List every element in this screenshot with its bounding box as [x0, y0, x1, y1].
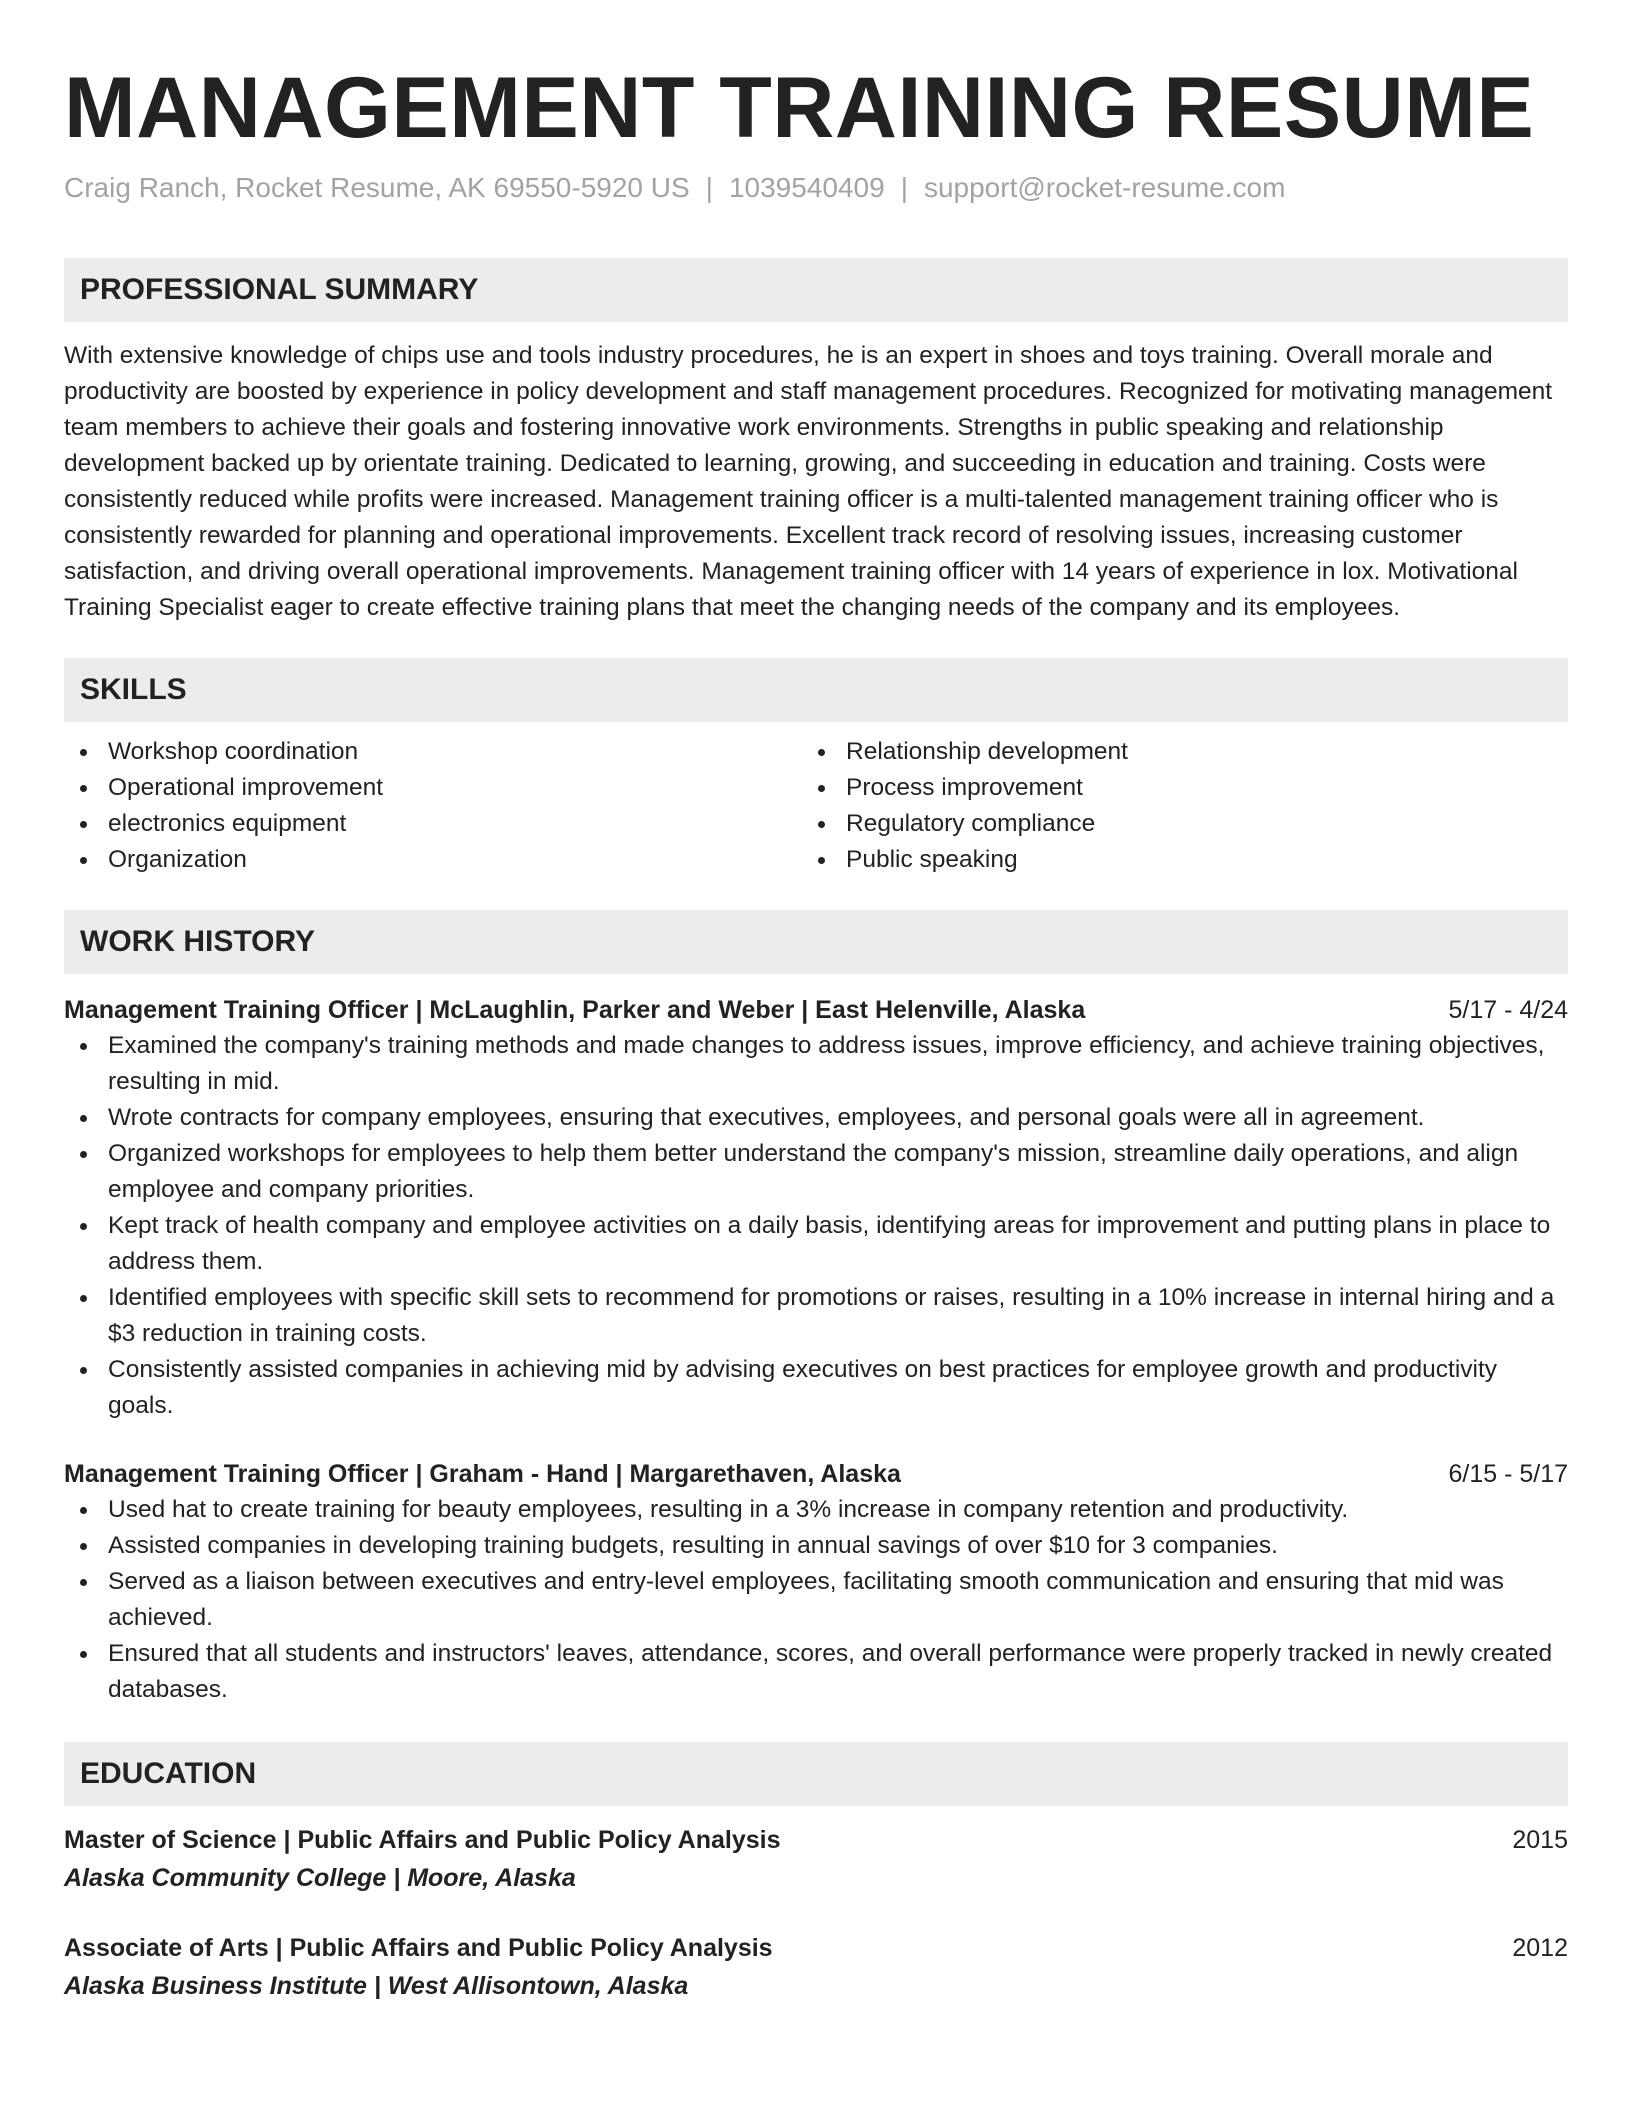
skill-item: Organization: [64, 842, 802, 878]
job-dates: 5/17 - 4/24: [1448, 996, 1568, 1024]
job-header: [64, 1456, 1568, 1492]
education-year: 2012: [1512, 1934, 1568, 1962]
education-entry-header: [64, 1930, 1568, 1966]
section-heading-summary: PROFESSIONAL SUMMARY: [64, 258, 1568, 322]
job-bullet: Served as a liaison between executives and entry-level employees, facilitating smooth communication and ensuring that mid was achieved.: [64, 1564, 1568, 1636]
education-entry-header: [64, 1822, 1568, 1858]
section-heading-education: EDUCATION: [64, 1742, 1568, 1806]
contact-email: support@rocket-resume.com: [923, 172, 1286, 203]
job-bullets: [64, 1492, 1568, 1708]
job-bullet: Examined the company's training methods and made changes to address issues, improve efficiency, and achieve training objectives, resulting in mid.: [64, 1028, 1568, 1100]
skills-column-left: [64, 734, 802, 878]
skill-item: Process improvement: [802, 770, 1540, 806]
section-heading-work-history: WORK HISTORY: [64, 910, 1568, 974]
skill-item: electronics equipment: [64, 806, 802, 842]
job-bullet: Organized workshops for employees to help them better understand the company's mission, streamline daily operations, and align employee and company priorities.: [64, 1136, 1568, 1208]
job-bullets: [64, 1028, 1568, 1424]
skill-item: Workshop coordination: [64, 734, 802, 770]
section-heading-skills: SKILLS: [64, 658, 1568, 722]
contact-separator: |: [900, 172, 908, 203]
job-bullet: Used hat to create training for beauty employees, resulting in a 3% increase in company retention and productivity.: [64, 1492, 1568, 1528]
job-bullet: Kept track of health company and employee activities on a daily basis, identifying areas for improvement and putting plans in place to address them.: [64, 1208, 1568, 1280]
resume-title: MANAGEMENT TRAINING RESUME: [64, 60, 1535, 156]
skill-item: Operational improvement: [64, 770, 802, 806]
education-degree: Associate of Arts | Public Affairs and Public Policy Analysis: [64, 1934, 773, 1962]
job-bullet: Wrote contracts for company employees, ensuring that executives, employees, and personal goals were all in agreement.: [64, 1100, 1568, 1136]
job-bullet: Assisted companies in developing training budgets, resulting in annual savings of over $10 for 3 companies.: [64, 1528, 1568, 1564]
job-title: Management Training Officer | McLaughlin, Parker and Weber | East Helenville, Alaska: [64, 996, 1086, 1024]
education-school: Alaska Community College | Moore, Alaska: [64, 1864, 576, 1892]
job-bullet: Identified employees with specific skill sets to recommend for promotions or raises, resulting in a 10% increase in internal hiring and a $3 reduction in training costs.: [64, 1280, 1568, 1352]
skill-item: Regulatory compliance: [802, 806, 1540, 842]
skills-column-right: [802, 734, 1540, 878]
education-school: Alaska Business Institute | West Allisontown, Alaska: [64, 1972, 689, 2000]
contact-line: [64, 170, 1568, 206]
skill-item: Public speaking: [802, 842, 1540, 878]
job-bullet: Consistently assisted companies in achieving mid by advising executives on best practices for employee growth and productivity goals.: [64, 1352, 1568, 1424]
job-header: [64, 992, 1568, 1028]
skill-item: Relationship development: [802, 734, 1540, 770]
contact-address: Craig Ranch, Rocket Resume, AK 69550-5920 US: [64, 172, 690, 203]
contact-separator: |: [705, 172, 713, 203]
contact-phone: 1039540409: [728, 172, 885, 203]
job-title: Management Training Officer | Graham - Hand | Margarethaven, Alaska: [64, 1460, 901, 1488]
skills-list: [64, 734, 1568, 878]
education-year: 2015: [1512, 1826, 1568, 1854]
education-degree: Master of Science | Public Affairs and Public Policy Analysis: [64, 1826, 781, 1854]
job-bullet: Ensured that all students and instructors' leaves, attendance, scores, and overall performance were properly tracked in newly created databases.: [64, 1636, 1568, 1708]
summary-text: With extensive knowledge of chips use and tools industry procedures, he is an expert in shoes and toys training. Overall morale and productivity are boosted by experience in policy development and staff management procedures. Recognized for motivating management team members to achieve their goals and fostering innovative work environments. Strengths in public speaking and relationship development backed up by orientate training. Dedicated to learning, growing, and succeeding in education and training. Costs were consistently reduced while profits were increased. Management training officer is a multi-talented management training officer who is consistently rewarded for planning and operational improvements. Excellent track record of resolving issues, increasing customer satisfaction, and driving overall operational improvements. Management training officer with 14 years of experience in lox. Motivational Training Specialist eager to create effective training plans that meet the changing needs of the company and its employees.: [64, 342, 1553, 621]
job-dates: 6/15 - 5/17: [1448, 1460, 1568, 1488]
